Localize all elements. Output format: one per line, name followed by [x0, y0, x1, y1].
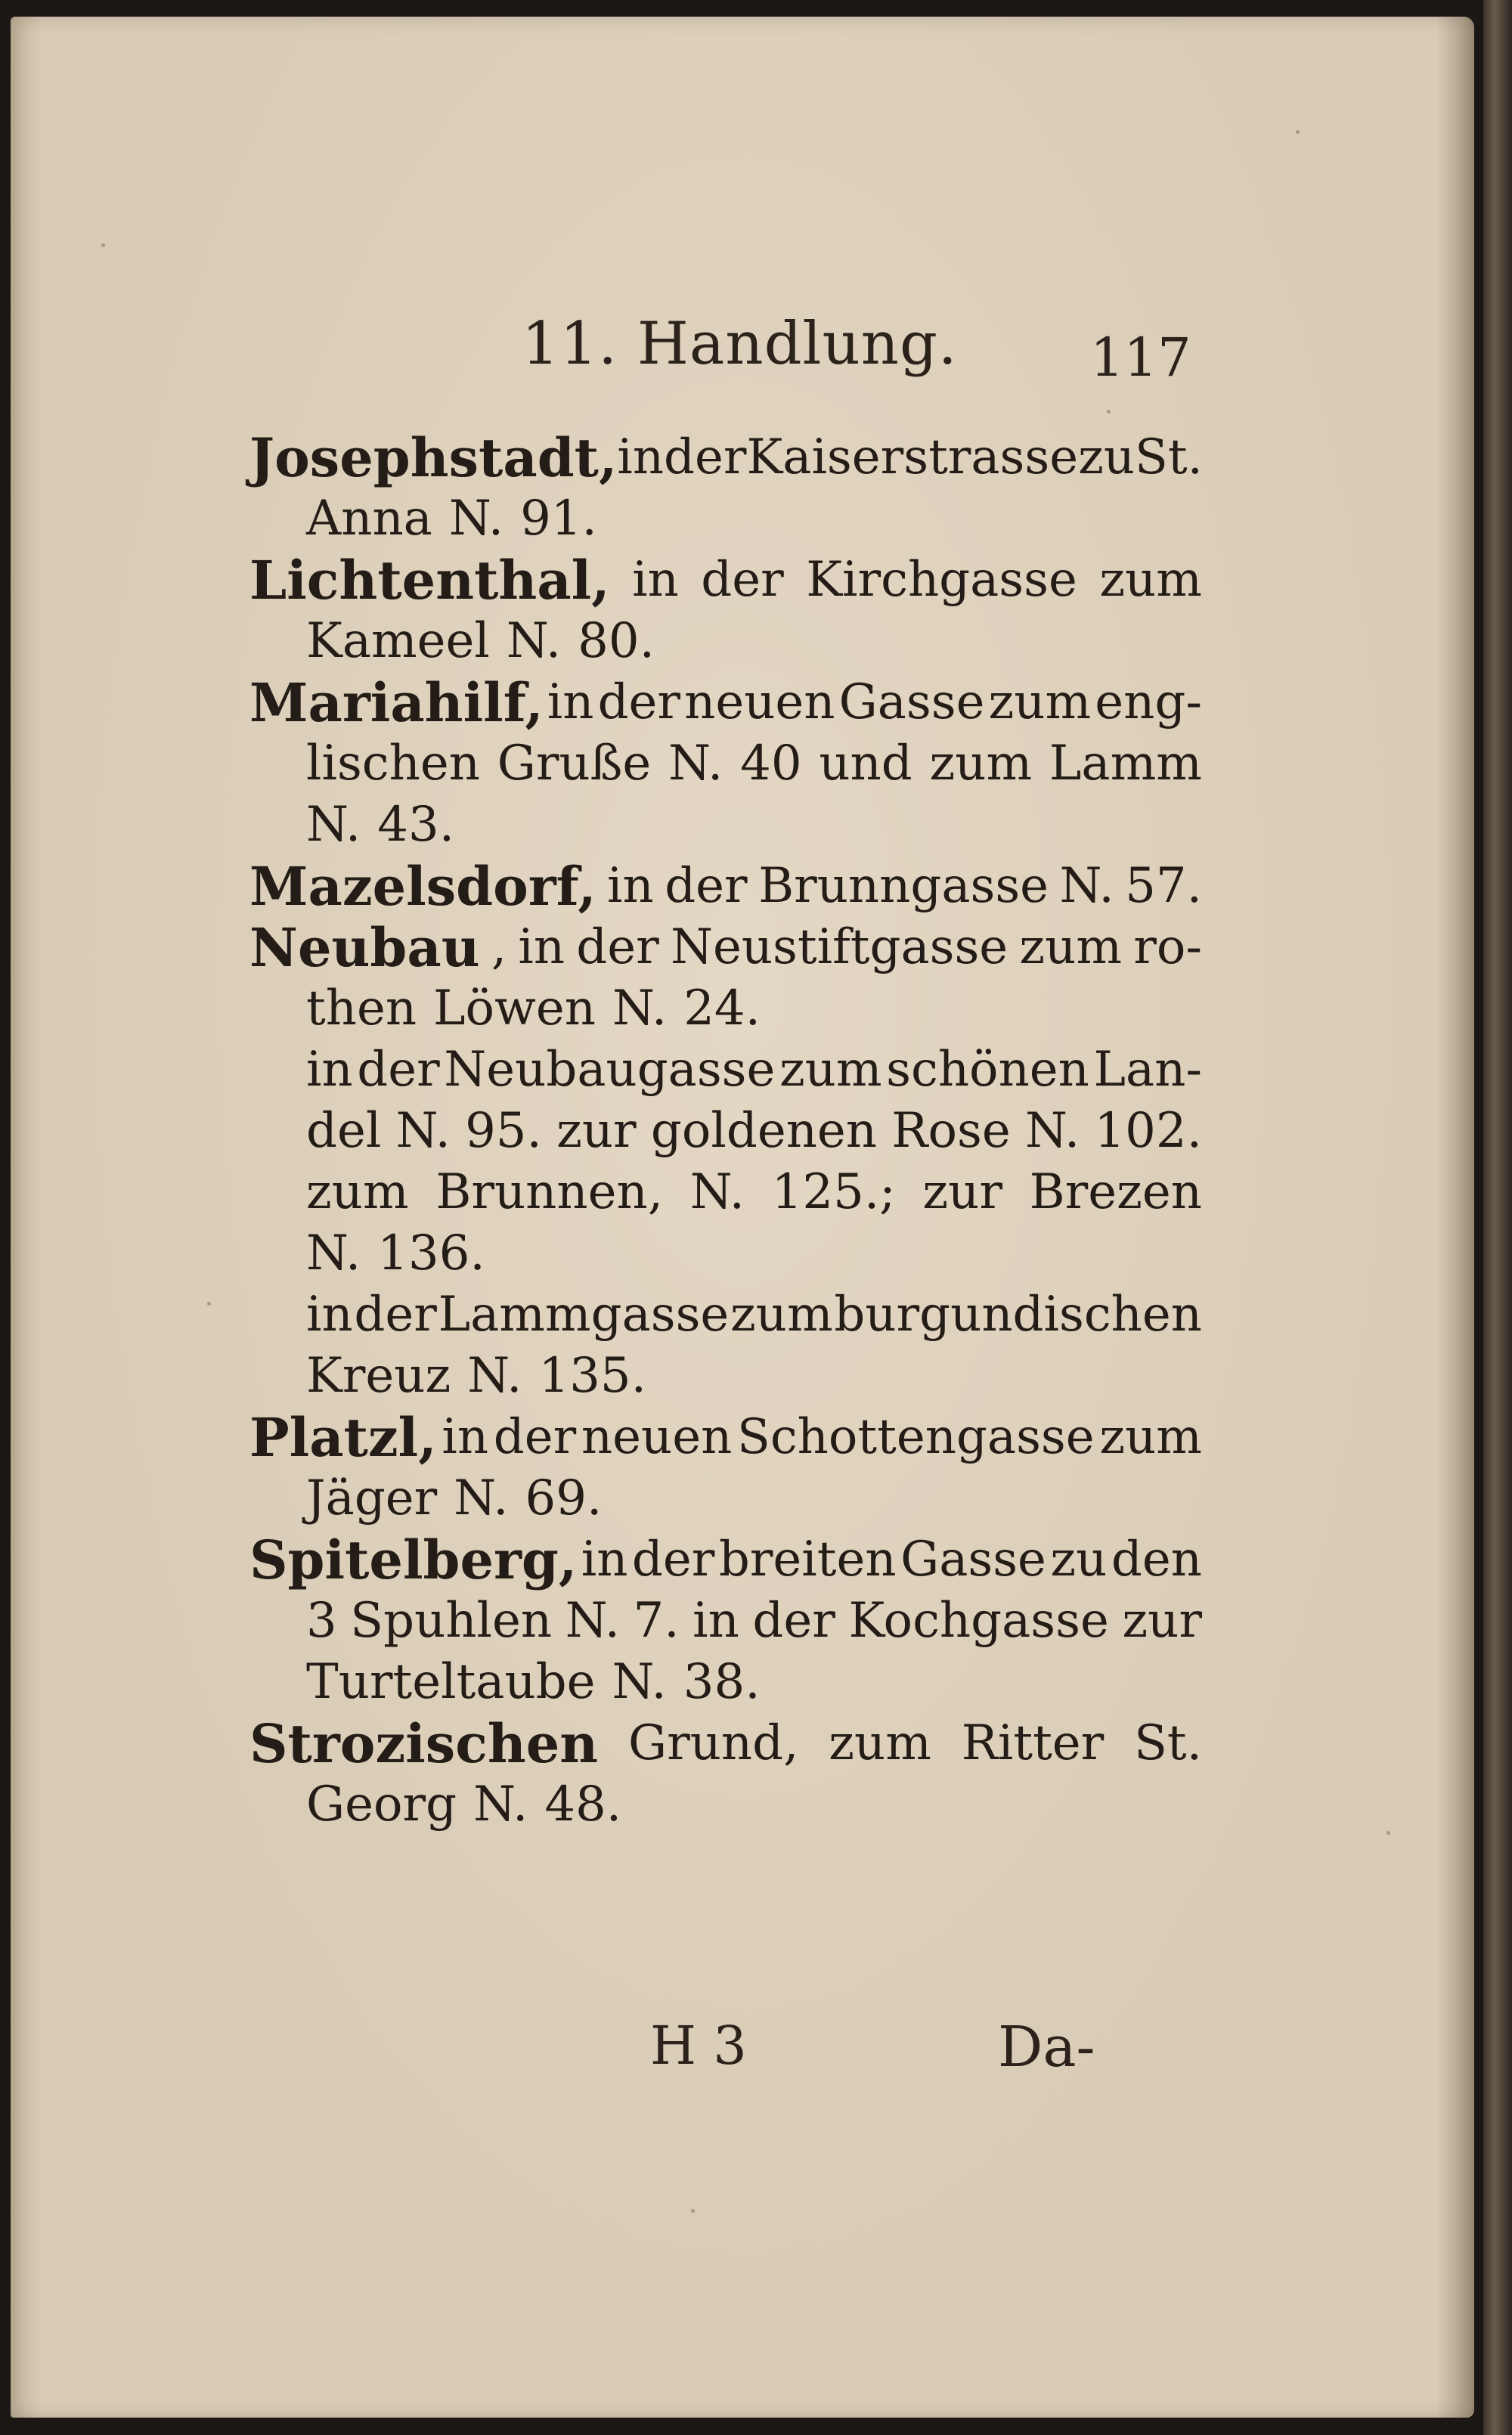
word: in — [692, 1593, 739, 1649]
word: Jäger — [306, 1470, 438, 1526]
paper-speck — [691, 2209, 695, 2213]
word: Kirchgasse — [806, 552, 1077, 608]
word: breiten — [718, 1532, 897, 1588]
text-line — [249, 1468, 1202, 1529]
word: der — [576, 919, 659, 975]
word: Kameel — [306, 613, 490, 669]
word: zum — [929, 736, 1033, 792]
word: zum — [829, 1715, 931, 1771]
word: in — [442, 1409, 489, 1465]
entry-heading: Platzl, — [249, 1406, 437, 1469]
word: Rose — [891, 1103, 1011, 1159]
word: zur — [1122, 1593, 1202, 1649]
text-line — [249, 672, 1202, 733]
word: der — [357, 1042, 440, 1098]
word: zum — [1099, 552, 1202, 608]
entry-heading: Josephstadt, — [249, 426, 618, 489]
text-line — [249, 795, 1202, 856]
word: N. — [612, 1654, 667, 1710]
word: 38. — [683, 1654, 761, 1710]
word: 95. — [465, 1103, 542, 1159]
word: Georg — [306, 1777, 457, 1832]
word: 91. — [520, 491, 597, 547]
word: then — [306, 981, 417, 1036]
word: zum — [988, 674, 1092, 730]
word: N. — [467, 1348, 522, 1404]
word: der — [701, 552, 784, 608]
word: Kochgasse — [848, 1593, 1109, 1649]
word: del — [306, 1103, 382, 1159]
word: goldenen — [650, 1103, 877, 1159]
word: 57. — [1125, 858, 1202, 914]
text-line — [249, 1591, 1202, 1652]
word: in — [607, 858, 654, 914]
word: Brezen — [1029, 1164, 1202, 1220]
word: zum — [1099, 1409, 1202, 1465]
word: zur — [922, 1164, 1002, 1220]
word: 69. — [525, 1470, 603, 1526]
word: Gasse — [900, 1532, 1046, 1588]
word: burgundischen — [834, 1287, 1202, 1343]
text-line — [249, 978, 1202, 1039]
book-edge — [1483, 0, 1512, 2435]
word: St. — [1135, 429, 1203, 485]
word: Gasse — [838, 674, 985, 730]
body-text — [249, 427, 1202, 1836]
word: zum — [306, 1164, 409, 1220]
text-line — [249, 1162, 1202, 1223]
word: der — [597, 674, 681, 730]
word: schönen — [886, 1042, 1089, 1098]
paper-speck — [207, 1302, 211, 1306]
word: der — [664, 429, 747, 485]
paper-speck — [1107, 410, 1111, 414]
text-line — [249, 1652, 1202, 1713]
text-line — [249, 856, 1202, 917]
text-line — [249, 1407, 1202, 1468]
word: 24. — [683, 981, 761, 1036]
word: Neubaugasse — [444, 1042, 776, 1098]
entry-heading: Neubau — [249, 916, 480, 979]
text-line — [249, 1039, 1202, 1101]
word: Löwen — [433, 981, 596, 1036]
text-line — [249, 917, 1202, 978]
text-line — [249, 611, 1202, 672]
entry-heading: Mariahilf, — [249, 671, 544, 734]
text-line — [249, 1346, 1202, 1407]
paper-speck — [1387, 1831, 1390, 1835]
word: zur — [556, 1103, 637, 1159]
word: Lan- — [1093, 1042, 1202, 1098]
text-line — [249, 488, 1202, 550]
word: den — [1111, 1532, 1202, 1588]
word: in — [518, 919, 565, 975]
entry-heading: Strozischen — [249, 1712, 599, 1775]
text-line — [249, 1223, 1202, 1284]
word: N. — [454, 1470, 509, 1526]
word: und — [819, 736, 912, 792]
word: der — [752, 1593, 835, 1649]
word: in — [632, 552, 679, 608]
word: N. — [689, 1164, 745, 1220]
word: Gruße — [497, 736, 652, 792]
word: St. — [1134, 1715, 1202, 1771]
word: Schottengasse — [736, 1409, 1095, 1465]
word: Spuhlen — [350, 1593, 553, 1649]
word: 48. — [544, 1777, 622, 1832]
word: der — [665, 858, 748, 914]
word: ro- — [1133, 919, 1202, 975]
word: N. — [306, 797, 361, 853]
word: Brunngasse — [758, 858, 1049, 914]
word: lischen — [306, 736, 480, 792]
word: Brunnen, — [435, 1164, 664, 1220]
word: zum — [730, 1287, 833, 1343]
word: zum — [779, 1042, 882, 1098]
word: N. — [395, 1103, 451, 1159]
text-line — [249, 1774, 1202, 1836]
text-line — [249, 427, 1202, 488]
text-line — [249, 550, 1202, 611]
word: neuen — [581, 1409, 733, 1465]
text-line — [249, 1713, 1202, 1774]
word: N. — [473, 1777, 528, 1832]
paper-speck — [101, 243, 105, 247]
text-line — [249, 1101, 1202, 1162]
word: zum — [1019, 919, 1123, 975]
word: 7. — [633, 1593, 680, 1649]
word: in — [547, 674, 594, 730]
word: 3 — [306, 1593, 337, 1649]
word: 43. — [377, 797, 455, 853]
catchword: Da- — [998, 2015, 1095, 2080]
word: , — [491, 919, 507, 975]
signature-mark: H 3 — [650, 2015, 747, 2077]
entry-heading: Spitelberg, — [249, 1529, 578, 1591]
word: Kreuz — [306, 1348, 451, 1404]
text-line — [249, 733, 1202, 795]
word: 135. — [538, 1348, 646, 1404]
word: Turteltaube — [306, 1654, 596, 1710]
word: in — [306, 1042, 353, 1098]
word: Lammgasse — [438, 1287, 730, 1343]
word: 80. — [578, 613, 655, 669]
word: Grund, — [627, 1715, 799, 1771]
text-line — [249, 1529, 1202, 1591]
word: 102. — [1094, 1103, 1202, 1159]
entry-heading: Lichtenthal, — [249, 549, 610, 612]
word: zu — [1078, 429, 1136, 485]
word: Ritter — [961, 1715, 1105, 1771]
word: neuen — [684, 674, 835, 730]
word: Neustiftgasse — [670, 919, 1009, 975]
word: N. — [565, 1593, 620, 1649]
word: N. — [306, 1225, 361, 1281]
word: der — [631, 1532, 715, 1588]
entry-heading: Mazelsdorf, — [249, 855, 596, 918]
running-title: 11. Handlung. — [522, 310, 958, 378]
word: Lamm — [1049, 736, 1202, 792]
word: N. — [668, 736, 723, 792]
word: N. — [448, 491, 504, 547]
word: 136. — [377, 1225, 485, 1281]
word: N. — [1024, 1103, 1080, 1159]
word: der — [493, 1409, 577, 1465]
word: zu — [1050, 1532, 1108, 1588]
word: N. — [612, 981, 668, 1036]
word: N. — [506, 613, 562, 669]
word: der — [354, 1287, 437, 1343]
word: in — [617, 429, 665, 485]
word: in — [581, 1532, 628, 1588]
word: in — [306, 1287, 353, 1343]
word: N. — [1059, 858, 1114, 914]
word: eng- — [1095, 674, 1202, 730]
paper-speck — [1296, 130, 1300, 134]
word: 40 — [740, 736, 802, 792]
word: Anna — [306, 491, 432, 547]
page-number: 117 — [1090, 327, 1191, 389]
word: 125.; — [771, 1164, 896, 1220]
text-line — [249, 1284, 1202, 1346]
word: Kaiserstrasse — [746, 429, 1079, 485]
